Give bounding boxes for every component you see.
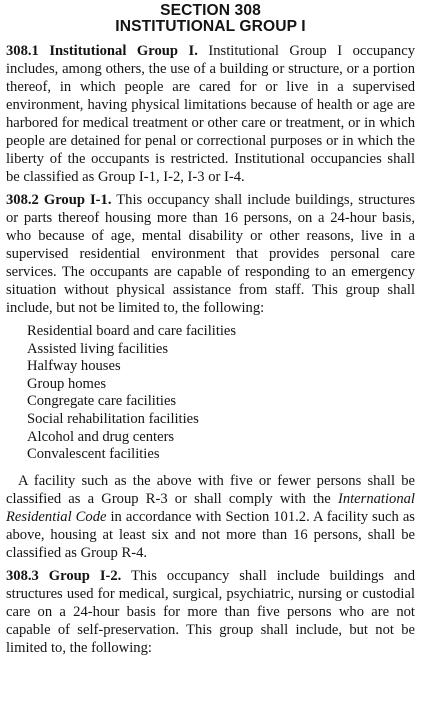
code-reference: International Residential Code xyxy=(6,490,415,525)
document-page xyxy=(6,3,415,657)
list-item: Congregate care facilities xyxy=(27,393,177,410)
section-308-1-text: Institutional Group I occupancy includes, among others, the use of a building or structure, or a portion thereof, in which people are cared for or live in a supervised environment, having physical limitations because of health or age are harbored for medical treatment or other care or treatment, or in which people are detained for penal or correctional purposes or in which the liberty of the occupants is restricted. Institutional occupancies shall be classified as Group I-1, I-2, I-3 or I-4. xyxy=(6,43,415,185)
list-item: Social rehabilitation facilities xyxy=(27,410,199,427)
list-item: Alcohol and drug centers xyxy=(27,428,175,445)
group-i1-small-facility-note xyxy=(6,472,415,562)
note-text-part1: A facility such as the above with five or fewer persons shall be classified as a Group R-3 or shall comply with the xyxy=(6,472,415,507)
section-308-1-heading: 308.1 Institutional Group I. xyxy=(6,43,198,59)
list-item: Halfway houses xyxy=(27,358,121,375)
note-text-part2: in accordance with Section 101.2. A facility such as above, housing at least six and not more than 16 persons, shall be classified as Group R-4. xyxy=(6,508,415,561)
paragraph-308-3 xyxy=(6,567,415,657)
paragraph-308-2 xyxy=(6,191,415,317)
section-header xyxy=(6,3,415,35)
paragraph-308-1 xyxy=(6,42,415,186)
list-item: Group homes xyxy=(27,375,107,392)
list-item: Convalescent facilities xyxy=(27,446,160,463)
section-308-3-text: This occupancy shall include buildings and structures used for medical, surgical, psychiatric, nursing or custodial care on a 24-hour basis for more than five persons who are not capable of self-preservation. This group shall include, but not be limited to, the following: xyxy=(6,567,415,656)
section-title: INSTITUTIONAL GROUP I xyxy=(115,18,306,35)
section-308-2-heading: 308.2 Group I-1. xyxy=(6,192,112,208)
section-308-2-text: This occupancy shall include buildings, structures or parts thereof housing more than 16 persons, on a 24-hour basis, who because of age, mental disability or other reasons, live in a supervised residential environment that provides personal care services. The occupants are capable of responding to an emergency situation without physical assistance from staff. This group shall include, but not be limited to, the following: xyxy=(6,192,416,316)
section-308-3-heading: 308.3 Group I-2. xyxy=(6,567,122,584)
section-number: SECTION 308 xyxy=(160,2,261,19)
list-item: Assisted living facilities xyxy=(27,340,169,357)
group-i1-use-list xyxy=(27,323,415,464)
list-item: Residential board and care facilities xyxy=(27,323,237,339)
